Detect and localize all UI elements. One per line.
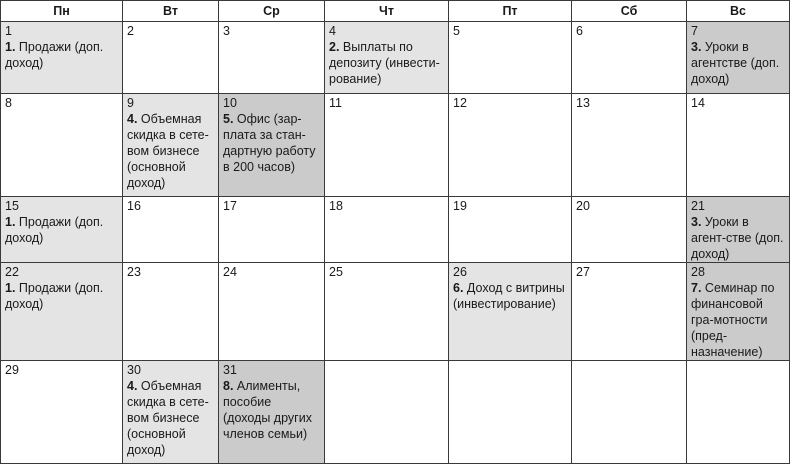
event-text: Продажи (доп. доход) [5, 281, 104, 311]
day-cell [219, 197, 325, 263]
day-cell [1, 263, 123, 361]
day-number: 13 [576, 96, 590, 110]
day-cell [572, 22, 687, 94]
day-cell [325, 22, 449, 94]
event-text: Продажи (доп. доход) [5, 40, 104, 70]
event-number: 3. [691, 215, 702, 229]
day-cell [687, 263, 790, 361]
day-cell [219, 263, 325, 361]
event-text: Продажи (доп. доход) [5, 215, 104, 245]
event-number: 4. [127, 379, 138, 393]
event [5, 39, 119, 71]
event [691, 39, 786, 87]
day-cell [123, 197, 219, 263]
event-number: 8. [223, 379, 234, 393]
day-number: 14 [691, 96, 705, 110]
day-number: 9 [127, 96, 134, 110]
event-number: 1. [5, 215, 16, 229]
day-number: 1 [5, 24, 12, 38]
day-number: 28 [691, 265, 705, 279]
day-number: 24 [223, 265, 237, 279]
day-number: 29 [5, 363, 19, 377]
day-cell [449, 361, 572, 464]
weekday-tue: Вт [123, 1, 219, 22]
day-cell [449, 22, 572, 94]
weekday-sat: Сб [572, 1, 687, 22]
event-text: Объемная скидка в сете-вом бизнесе (основной доход) [127, 379, 209, 457]
day-number: 26 [453, 265, 467, 279]
event [5, 280, 119, 312]
event-number: 6. [453, 281, 464, 295]
weekday-header-row [1, 1, 790, 22]
event [691, 214, 786, 262]
day-cell [123, 263, 219, 361]
day-cell [123, 22, 219, 94]
day-cell [687, 197, 790, 263]
day-cell [687, 361, 790, 464]
day-cell [687, 22, 790, 94]
day-number: 10 [223, 96, 237, 110]
event [223, 111, 321, 175]
event [127, 111, 215, 191]
weekday-thu: Чт [325, 1, 449, 22]
day-cell [219, 94, 325, 197]
event-number: 2. [329, 40, 340, 54]
day-cell [1, 94, 123, 197]
day-cell [572, 361, 687, 464]
day-number: 22 [5, 265, 19, 279]
day-number: 20 [576, 199, 590, 213]
week-row [1, 361, 790, 464]
day-cell [123, 94, 219, 197]
day-number: 19 [453, 199, 467, 213]
day-number: 12 [453, 96, 467, 110]
day-number: 25 [329, 265, 343, 279]
week-row [1, 94, 790, 197]
event [5, 214, 119, 246]
day-number: 18 [329, 199, 343, 213]
event-text: Алименты, пособие (доходы других членов семьи) [223, 379, 312, 441]
day-number: 17 [223, 199, 237, 213]
event-text: Выплаты по депозиту (инвести-рование) [329, 40, 440, 86]
event-text: Объемная скидка в сете-вом бизнесе (основной доход) [127, 112, 209, 190]
day-cell [572, 263, 687, 361]
day-number: 21 [691, 199, 705, 213]
event-number: 7. [691, 281, 702, 295]
day-number: 2 [127, 24, 134, 38]
week-row [1, 197, 790, 263]
day-cell [449, 197, 572, 263]
day-cell [449, 94, 572, 197]
day-cell [325, 197, 449, 263]
day-cell [1, 361, 123, 464]
day-number: 6 [576, 24, 583, 38]
event-number: 4. [127, 112, 138, 126]
weekday-mon: Пн [1, 1, 123, 22]
day-cell [1, 22, 123, 94]
weekday-fri: Пт [449, 1, 572, 22]
day-cell [687, 94, 790, 197]
event-number: 5. [223, 112, 234, 126]
event-number: 1. [5, 40, 16, 54]
event-text: Уроки в агент-стве (доп. доход) [691, 215, 784, 261]
event-text: Уроки в агентстве (доп. доход) [691, 40, 780, 86]
event [329, 39, 445, 87]
day-cell [325, 94, 449, 197]
day-cell [123, 361, 219, 464]
day-number: 7 [691, 24, 698, 38]
day-number: 16 [127, 199, 141, 213]
day-number: 30 [127, 363, 141, 377]
week-row [1, 263, 790, 361]
day-number: 23 [127, 265, 141, 279]
day-cell [572, 197, 687, 263]
day-number: 3 [223, 24, 230, 38]
day-cell [219, 361, 325, 464]
event [223, 378, 321, 442]
event [691, 280, 786, 360]
day-number: 8 [5, 96, 12, 110]
day-cell [325, 361, 449, 464]
day-cell [1, 197, 123, 263]
day-cell [449, 263, 572, 361]
event-number: 3. [691, 40, 702, 54]
day-number: 5 [453, 24, 460, 38]
day-cell [572, 94, 687, 197]
event [453, 280, 568, 312]
weekday-wed: Ср [219, 1, 325, 22]
day-number: 4 [329, 24, 336, 38]
day-number: 11 [329, 96, 342, 110]
day-cell [219, 22, 325, 94]
weekday-sun: Вс [687, 1, 790, 22]
day-number: 27 [576, 265, 590, 279]
event [127, 378, 215, 458]
day-number: 31 [223, 363, 237, 377]
event-number: 1. [5, 281, 16, 295]
day-number: 15 [5, 199, 19, 213]
event-text: Офис (зар-плата за стан-дартную работу в 200 часов) [223, 112, 316, 174]
event-text: Доход с витрины (инвестирование) [453, 281, 565, 311]
day-cell [325, 263, 449, 361]
event-text: Семинар по финансовой гра-мотности (пред-назначение) [691, 281, 775, 359]
week-row [1, 22, 790, 94]
